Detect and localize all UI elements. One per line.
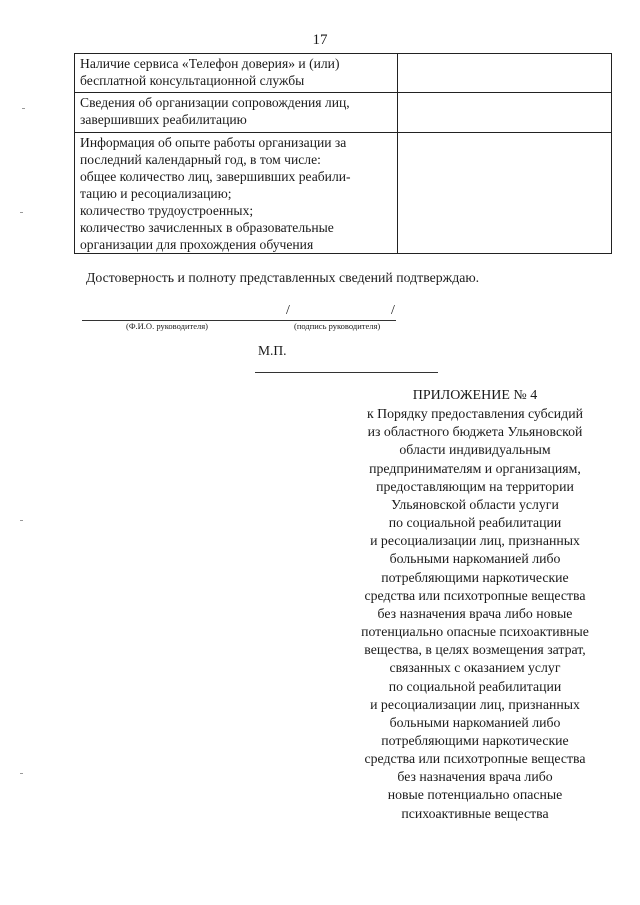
row-label-line: организации для прохождения обучения (80, 237, 314, 252)
section-divider (255, 372, 438, 373)
appendix-line: и ресоциализации лиц, признанных (370, 696, 580, 712)
table-row (75, 54, 612, 93)
appendix-line: вещества, в целях возмещения затрат, (364, 642, 586, 658)
appendix-line: больными наркоманией либо (389, 714, 561, 730)
name-caption: (Ф.И.О. руководителя) (126, 321, 208, 331)
signature-caption: (подпись руководителя) (294, 321, 381, 331)
appendix-line: из областного бюджета Ульяновской (367, 424, 583, 440)
appendix-line: Ульяновской области услуги (391, 496, 559, 512)
row-label-line: Наличие сервиса «Телефон доверия» и (или) (80, 56, 340, 71)
row-label-line: Информация об опыте работы организации за (80, 135, 347, 150)
table-row (75, 133, 612, 254)
table-row (75, 93, 612, 133)
row-label-line: общее количество лиц, завершивших реабили- (80, 169, 351, 184)
attestation-statement: Достоверность и полноту представленных сведений подтверждаю. (86, 270, 480, 285)
row-value (398, 133, 612, 254)
row-label-line: количество трудоустроенных; (80, 203, 254, 218)
scan-speck (20, 520, 23, 521)
appendix-line: без назначения врача либо (397, 769, 553, 785)
row-label-line: Сведения об организации сопровождения лиц, (80, 95, 350, 110)
signature-block (78, 303, 418, 335)
appendix-line: к Порядку предоставления субсидий (367, 406, 583, 422)
row-label-line: бесплатной консультационной службы (80, 73, 305, 88)
stamp-label: М.П. (258, 343, 287, 358)
info-table (74, 53, 612, 254)
signature-slash: / (286, 303, 290, 318)
row-label (75, 54, 398, 93)
row-value (398, 54, 612, 93)
appendix-line: психоактивные вещества (401, 805, 549, 821)
appendix-line: связанных с оказанием услуг (389, 660, 561, 676)
appendix-line: средства или психотропные вещества (364, 587, 586, 603)
appendix-line: по социальной реабилитации (388, 515, 562, 531)
appendix-line: потенциально опасные психоактивные (361, 624, 589, 640)
appendix-heading (330, 387, 620, 823)
row-label-line: последний календарный год, в том числе: (80, 152, 321, 167)
signature-slash: / (391, 303, 395, 318)
appendix-title: ПРИЛОЖЕНИЕ № 4 (412, 388, 538, 403)
appendix-line: области индивидуальным (399, 442, 551, 458)
page-number: 17 (312, 32, 328, 48)
scan-speck (20, 212, 23, 213)
row-label-line: завершивших реабилитацию (80, 112, 247, 127)
row-label-line: тацию и ресоциализацию; (80, 186, 232, 201)
row-value (398, 93, 612, 133)
appendix-line: и ресоциализации лиц, признанных (370, 533, 580, 549)
appendix-line: потребляющими наркотические (381, 569, 569, 585)
appendix-line: по социальной реабилитации (388, 678, 562, 694)
row-label (75, 93, 398, 133)
row-label-line: количество зачисленных в образовательные (80, 220, 334, 235)
scan-speck (22, 108, 25, 109)
appendix-line: без назначения врача либо новые (377, 605, 573, 621)
appendix-line: больными наркоманией либо (389, 551, 561, 567)
appendix-line: новые потенциально опасные (387, 787, 563, 803)
row-label (75, 133, 398, 254)
scan-speck (20, 773, 23, 774)
appendix-line: предпринимателям и организациям, (369, 460, 581, 476)
appendix-line: средства или психотропные вещества (364, 751, 586, 767)
appendix-line: предоставляющим на территории (376, 478, 574, 494)
appendix-line: потребляющими наркотические (381, 732, 569, 748)
